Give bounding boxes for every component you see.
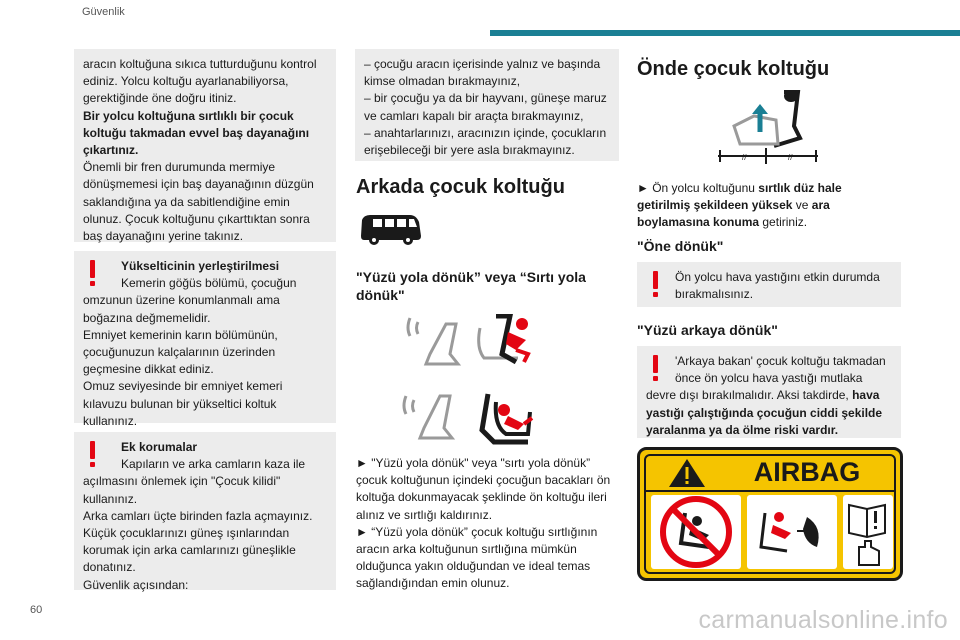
- safety-box-headrest: aracın koltuğuna sıkıca tutturduğunu kontrol ediniz. Yolcu koltuğu ayarlanabiliyorsa, gerektiğinde öne doğru itiniz. Bir yolcu koltuğuna sırtlıklı bir çocuk koltuğu takmadan evvel baş dayanağını çıkartınız. Önemli bir fren durumunda mermiye dönüşmemesi için baş dayanağının düzgün saklandığına ya da sabitlendiğine emin olunuz. Çocuk koltuğunu çıkarttıktan sonra baş dayanağını yerine takınız.: [74, 49, 336, 242]
- warning-box-airbag-active: Ön yolcu hava yastığını etkin durumda bırakmalısınız.: [637, 262, 901, 307]
- svg-text://: //: [742, 153, 747, 162]
- svg-text://: //: [788, 153, 793, 162]
- forward-facing-seat-illustration: [398, 314, 538, 378]
- section-label: Güvenlik: [82, 6, 125, 18]
- warning-icon: [653, 271, 659, 297]
- warning-box-airbag-deactivate: 'Arkaya bakan' çocuk koltuğu takmadan önce ön yolcu hava yastığı mutlaka devre dışı bırakılmalıdır. Aksi takdirde, hava yastığı çalıştığında çocuğun ciddi şekilde yaralanma ya da ölme riski vardır.: [637, 346, 901, 438]
- watermark: carmanualsonline.info: [698, 606, 948, 634]
- forward-facing-subheading: "Öne dönük": [637, 238, 724, 254]
- safety-box-left-alone: – çocuğu aracın içerisinde yalnız ve başında kimse olmadan bırakmayınız, – bir çocuğu ya da bir hayvanı, güneşe maruz ve camları kapalı bir araçta bırakmayınız, – anahtarlarınızı, aracınızın içinde, çocukların erişebileceği bir yere asla bırakmayınız.: [355, 49, 619, 161]
- rear-seat-heading: Arkada çocuk koltuğu: [356, 176, 565, 198]
- front-seat-heading: Önde çocuk koltuğu: [637, 58, 830, 80]
- warning-box-extra-protection: Ek korumalar Kapıların ve arka camların kaza ile açılmasını önlemek için "Çocuk kilidi" kullanınız. Arka camları üçte birinden fazla açmayınız. Küçük çocuklarınızı güneş ışınlarından korumak için arka camlarınızı güneşlikle donatınız. Güvenlik açısından:: [74, 432, 336, 590]
- warning-icon: [90, 260, 96, 286]
- warning-box-booster: Yükselticinin yerleştirilmesi Kemerin göğüs bölümü, çocuğun omzunun üzerine konumlanmalı ama boğazına değmemelidir. Emniyet kemerinin karın bölümünün, çocuğunuzun kalçalarının üzerinden geçmesine dikkat ediniz. Omuz seviyesinde bir emniyet kemeri kılavuzu bulunan bir yükseltici koltuk kullanınız.: [74, 251, 336, 423]
- warning-icon: [653, 355, 659, 381]
- header-accent-bar: [490, 30, 960, 36]
- rear-facing-seat-illustration: [398, 390, 538, 450]
- seat-adjust-illustration: [714, 86, 824, 172]
- airbag-warning-label: [637, 447, 903, 581]
- rear-seat-instructions: ► "Yüzü yola dönük" veya "sırtı yola dönük” çocuk koltuğunun içindeki çocuğun bacakları ön koltuğa dokunmayacak şeklinde ön koltuğu ileri alınız ve sırtlığı kaldırınız. ► “Yüzü yola dönük” çocuk koltuğu sırtlığının aracın arka koltuğunun sırtlığına mümkün olduğunca yakın olduğundan ve ideal temas sağlandığından emin olunuz.: [356, 456, 611, 591]
- front-seat-instructions: ► Ön yolcu koltuğunu sırtlık düz hale getirilmiş şekildeen yüksek ve ara boylamasına konuma getiriniz.: [637, 181, 842, 230]
- warning-icon: [90, 441, 96, 467]
- rear-seat-subheading: "Yüzü yola dönük” veya “Sırtı yola dönük": [356, 269, 586, 303]
- airbag-label-text: AIRBAG: [753, 457, 861, 487]
- rear-facing-subheading: "Yüzü arkaya dönük": [637, 322, 778, 338]
- van-icon: [358, 212, 424, 246]
- page-number: 60: [30, 604, 43, 616]
